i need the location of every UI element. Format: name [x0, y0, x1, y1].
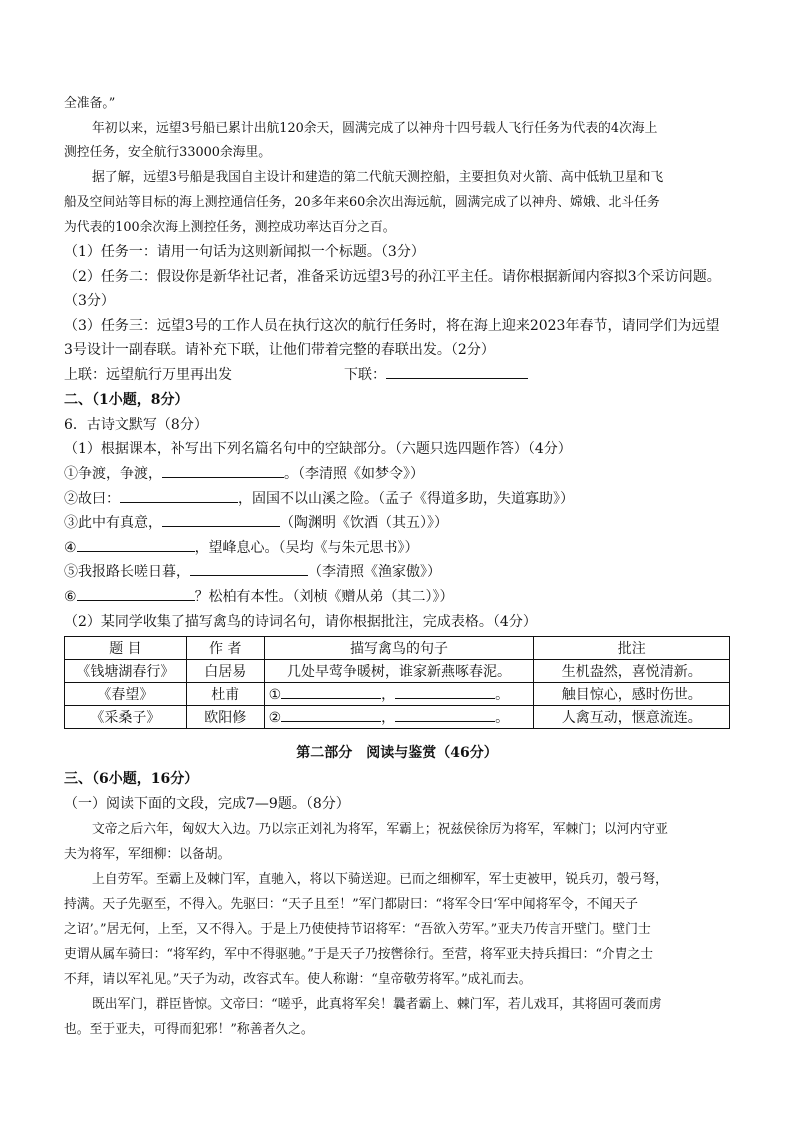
answer-blank[interactable] — [281, 684, 381, 699]
answer-blank[interactable] — [281, 707, 381, 722]
table-row — [65, 660, 730, 683]
answer-blank[interactable] — [77, 586, 195, 601]
recite-item-3 — [64, 512, 448, 532]
table-cell: 触目惊心，感时伤世。 — [534, 683, 730, 706]
punct: ， — [381, 687, 396, 703]
table-cell-answer — [264, 706, 534, 729]
news-line: 船及空间站等目标的海上测控通信任务，20多年来60余次出海远航，圆满完成了以神舟、嫦娥、北斗任务 — [64, 195, 660, 210]
passage-line: 文帝之后六年，匈奴大入边。乃以宗正刘礼为将军，军霸上；祝兹侯徐厉为将军，军棘门；以河内守亚 — [92, 822, 668, 837]
answer-blank[interactable] — [395, 684, 495, 699]
news-line: 全准备。” — [64, 96, 116, 111]
table-row — [65, 706, 730, 729]
recite-item-1 — [64, 463, 424, 483]
question-6-2: （2）某同学收集了描写禽鸟的诗词名句，请你根据批注，完成表格。（4分） — [64, 614, 537, 630]
task-3-cont: 3号设计一副春联。请补充下联，让他们带着完整的春联出发。（2分） — [64, 342, 495, 358]
recite-source: 。（李清照《如梦令》） — [284, 466, 424, 482]
question-6-1: （1）根据课本，补写出下列名篇名句中的空缺部分。（六题只选四题作答）（4分） — [64, 441, 572, 457]
recite-source: （李清照《渔家傲》） — [308, 564, 441, 580]
news-line: 为代表的100余次海上测控任务，测控成功率达百分之百。 — [64, 220, 396, 235]
passage-line: 持满。天子先驱至，不得入。先驱曰：“天子且至！”军门都尉曰：“将军令曰‘军中闻将军令，不闻天子 — [64, 897, 638, 912]
table-cell: 杜甫 — [186, 683, 264, 706]
answer-blank[interactable] — [162, 463, 284, 478]
couplet-lower-label: 下联： — [344, 367, 386, 383]
section-heading: 二、（1小题，8分） — [64, 392, 189, 408]
table-header: 作 者 — [186, 637, 264, 660]
question-6: 6．古诗文默写（8分） — [64, 417, 208, 433]
passage-line: 夫为将军，军细柳：以备胡。 — [64, 847, 231, 862]
recite-text: ⑥ — [64, 589, 77, 605]
punct: 。 — [495, 710, 510, 726]
table-header: 描写禽鸟的句子 — [264, 637, 534, 660]
answer-blank[interactable] — [120, 488, 238, 503]
table-cell-answer — [264, 683, 534, 706]
news-line: 测控任务，安全航行33000余海里。 — [64, 145, 272, 160]
task-1: （1）任务一：请用一句话为这则新闻拟一个标题。（3分） — [64, 244, 425, 260]
table-cell: 《采桑子》 — [65, 706, 187, 729]
recite-text: ④ — [64, 540, 77, 556]
task-2: （2）任务二：假设你是新华社记者，准备采访远望3号的孙江平主任。请你根据新闻内容拟3个采访问题。 — [64, 269, 721, 285]
passage-line: 不拜，请以军礼见。”天子为动，改容式车。使人称谢：“皇帝敬劳将军。”成礼而去。 — [64, 972, 532, 987]
recite-text: ②故曰： — [64, 491, 120, 507]
table-header-row — [65, 637, 730, 660]
table-cell: 生机盎然，喜悦清新。 — [534, 660, 730, 683]
table-cell: 几处早莺争暖树，谁家新燕啄春泥。 — [264, 660, 534, 683]
blank-marker: ① — [268, 687, 282, 703]
table-cell: 白居易 — [186, 660, 264, 683]
passage-line: 也。至于亚夫，可得而犯邪！”称善者久之。 — [64, 1022, 314, 1037]
recite-item-6 — [64, 586, 454, 606]
poem-table — [64, 636, 730, 729]
answer-blank[interactable] — [395, 707, 495, 722]
punct: 。 — [495, 687, 510, 703]
answer-blank[interactable] — [77, 537, 195, 552]
table-cell: 欧阳修 — [186, 706, 264, 729]
recite-item-4 — [64, 537, 419, 557]
task-3: （3）任务三：远望3号的工作人员在执行这次的航行任务时，将在海上迎来2023年春节，请同学们为远望 — [64, 318, 720, 334]
recite-item-5 — [64, 561, 441, 581]
recite-source: ，固国不以山溪之险。（孟子《得道多助，失道寡助》） — [238, 491, 574, 507]
recite-text: ③此中有真意， — [64, 515, 162, 531]
answer-blank[interactable] — [190, 561, 308, 576]
passage-line: 上自劳军。至霸上及棘门军，直驰入，将以下骑送迎。已而之细柳军，军士吏被甲，锐兵刃，彀弓弩， — [92, 872, 668, 887]
couplet-upper: 上联：远望航行万里再出发 — [64, 367, 232, 383]
passage-line: 既出军门，群臣皆惊。文帝曰：“嗟乎，此真将军矣！曩者霸上、棘门军，若儿戏耳，其将固可袭而虏 — [92, 997, 662, 1012]
recite-item-2 — [64, 488, 574, 508]
table-header: 题 目 — [65, 637, 187, 660]
recite-source: ？松柏有本性。（刘桢《赠从弟（其二）》） — [194, 589, 454, 605]
part-title: 第二部分 阅读与鉴赏（46分） — [296, 745, 498, 761]
table-header: 批注 — [534, 637, 730, 660]
couplet-lower — [344, 364, 528, 384]
blank-marker: ② — [268, 710, 282, 726]
section-heading: 三、（6小题，16分） — [64, 771, 199, 787]
table-cell: 《钱塘湖春行》 — [65, 660, 187, 683]
punct: ， — [381, 710, 396, 726]
news-line: 据了解，远望3号船是我国自主设计和建造的第二代航天测控船，主要担负对火箭、高中低轨卫星和飞 — [92, 170, 664, 185]
reading-instruction: （一）阅读下面的文段，完成7—9题。（8分） — [64, 796, 350, 812]
news-line: 年初以来，远望3号船已累计出航120余天，圆满完成了以神舟十四号载人飞行任务为代表的4次海上 — [92, 121, 658, 136]
table-cell: 人禽互动，惬意流连。 — [534, 706, 730, 729]
passage-line: 之诏’。”居无何，上至，又不得入。于是上乃使使持节诏将军：“吾欲入劳军。”亚夫乃传言开壁门。壁门士 — [64, 922, 651, 937]
recite-source: ，望峰息心。（吴均《与朱元思书》） — [194, 540, 419, 556]
table-cell: 《春望》 — [65, 683, 187, 706]
table-row — [65, 683, 730, 706]
task-2-score: （3分） — [64, 293, 115, 309]
recite-source: （陶渊明《饮酒（其五）》） — [280, 515, 448, 531]
recite-text: ⑤我报路长嗟日暮， — [64, 564, 190, 580]
answer-blank[interactable] — [162, 512, 280, 527]
recite-text: ①争渡，争渡， — [64, 466, 162, 482]
passage-line: 吏谓从属车骑曰：“将军约，军中不得驱驰。”于是天子乃按辔徐行。至营，将军亚夫持兵揖曰：“介胄之士 — [64, 947, 654, 962]
answer-blank[interactable] — [386, 364, 528, 379]
